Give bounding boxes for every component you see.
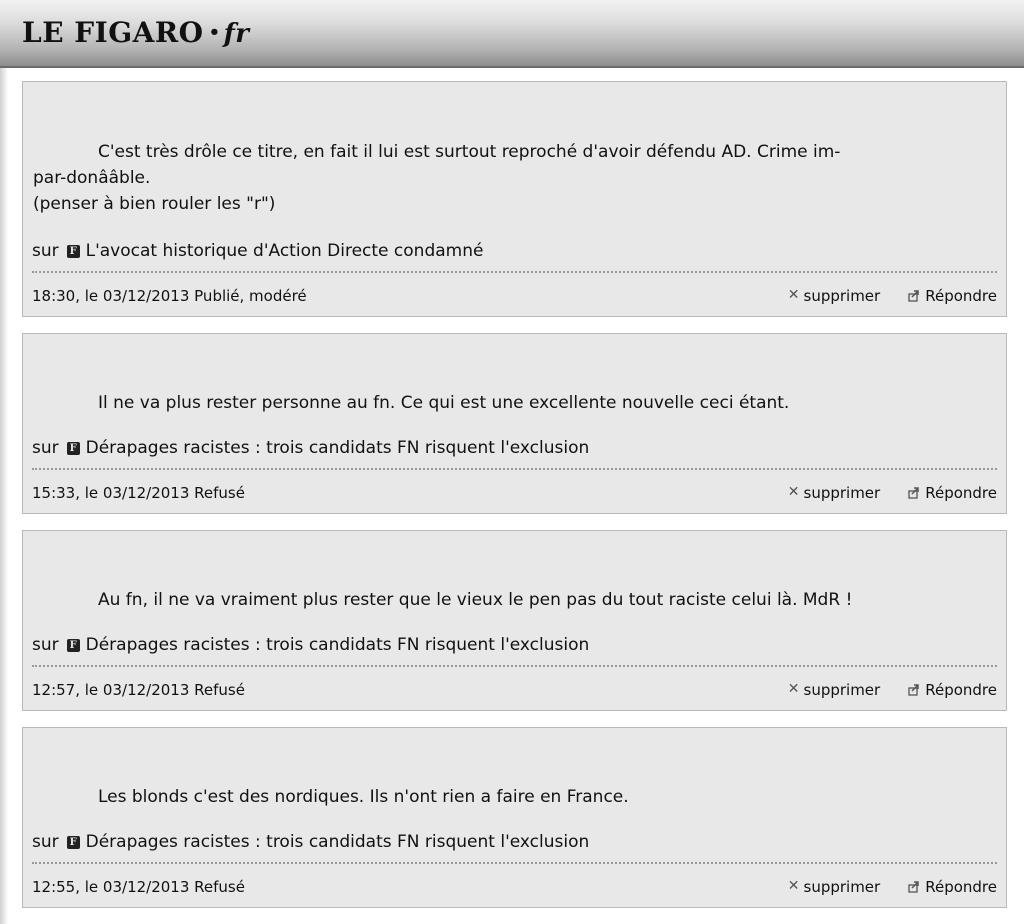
dotted-divider (32, 468, 997, 470)
comment-source (32, 634, 589, 656)
reply-label: Répondre (925, 878, 997, 896)
comment-text (33, 139, 996, 217)
article-link[interactable]: Dérapages racistes : trois candidats FN risquent l'exclusion (85, 832, 590, 852)
delete-button[interactable] (788, 286, 880, 306)
reply-label: Répondre (925, 484, 997, 502)
comment-actions (788, 483, 997, 503)
comment-source (32, 437, 589, 459)
reply-arrow-icon (908, 881, 920, 893)
left-page-edge (0, 68, 8, 924)
delete-label: supprimer (803, 681, 881, 699)
delete-label: supprimer (803, 287, 881, 305)
comment-meta: 15:33, le 03/12/2013 Refusé (32, 484, 245, 502)
figaro-f-icon: F (67, 836, 80, 849)
reply-arrow-icon (908, 684, 920, 696)
comment-meta: 18:30, le 03/12/2013 Publié, modéré (32, 287, 307, 305)
close-icon: ✕ (787, 287, 800, 303)
reply-button[interactable] (908, 286, 997, 306)
comment-body-text: Les blonds c'est des nordiques. Ils n'ont rien a faire en France. (98, 787, 629, 807)
dotted-divider (32, 862, 997, 864)
figaro-f-icon: F (67, 639, 80, 652)
logo-suffix: fr (223, 19, 250, 49)
close-icon: ✕ (787, 681, 800, 697)
article-link[interactable]: Dérapages racistes : trois candidats FN risquent l'exclusion (85, 635, 590, 655)
delete-button[interactable] (788, 877, 880, 897)
comment-actions (788, 877, 997, 897)
comment-card (22, 530, 1007, 711)
figaro-f-icon: F (67, 442, 80, 455)
site-header (0, 0, 1024, 68)
comment-actions (788, 680, 997, 700)
figaro-f-icon: F (67, 245, 80, 258)
article-link[interactable]: L'avocat historique d'Action Directe condamné (85, 241, 484, 261)
reply-label: Répondre (925, 287, 997, 305)
comment-source (32, 240, 483, 262)
comment-card (22, 333, 1007, 514)
source-prefix: sur (32, 241, 59, 261)
le-figaro-logo[interactable] (22, 16, 249, 49)
delete-button[interactable] (788, 680, 880, 700)
logo-dot: • (208, 22, 221, 43)
comment-text (33, 587, 996, 613)
comment-source (32, 831, 589, 853)
comment-meta: 12:55, le 03/12/2013 Refusé (32, 878, 245, 896)
close-icon: ✕ (787, 484, 800, 500)
close-icon: ✕ (787, 878, 800, 894)
logo-main-text: LE FIGARO (22, 16, 204, 49)
comment-card (22, 727, 1007, 908)
reply-label: Répondre (925, 681, 997, 699)
dotted-divider (32, 665, 997, 667)
delete-label: supprimer (803, 878, 881, 896)
reply-button[interactable] (908, 877, 997, 897)
comment-text (33, 390, 996, 416)
source-prefix: sur (32, 438, 59, 458)
dotted-divider (32, 271, 997, 273)
source-prefix: sur (32, 635, 59, 655)
comment-actions (788, 286, 997, 306)
reply-button[interactable] (908, 680, 997, 700)
comment-body-text: Il ne va plus rester personne au fn. Ce qui est une excellente nouvelle ceci étant. (98, 393, 790, 413)
reply-arrow-icon (908, 487, 920, 499)
delete-button[interactable] (788, 483, 880, 503)
comment-body-text: C'est très drôle ce titre, en fait il lui est surtout reproché d'avoir défendu AD. Crime im- par-donââble. (penser à bien rouler les "r") (33, 142, 841, 214)
comment-body-text: Au fn, il ne va vraiment plus rester que le vieux le pen pas du tout raciste celui là. MdR ! (98, 590, 853, 610)
reply-arrow-icon (908, 290, 920, 302)
source-prefix: sur (32, 832, 59, 852)
delete-label: supprimer (803, 484, 881, 502)
comment-card (22, 81, 1007, 317)
comment-text (33, 784, 996, 810)
article-link[interactable]: Dérapages racistes : trois candidats FN risquent l'exclusion (85, 438, 590, 458)
reply-button[interactable] (908, 483, 997, 503)
comment-meta: 12:57, le 03/12/2013 Refusé (32, 681, 245, 699)
